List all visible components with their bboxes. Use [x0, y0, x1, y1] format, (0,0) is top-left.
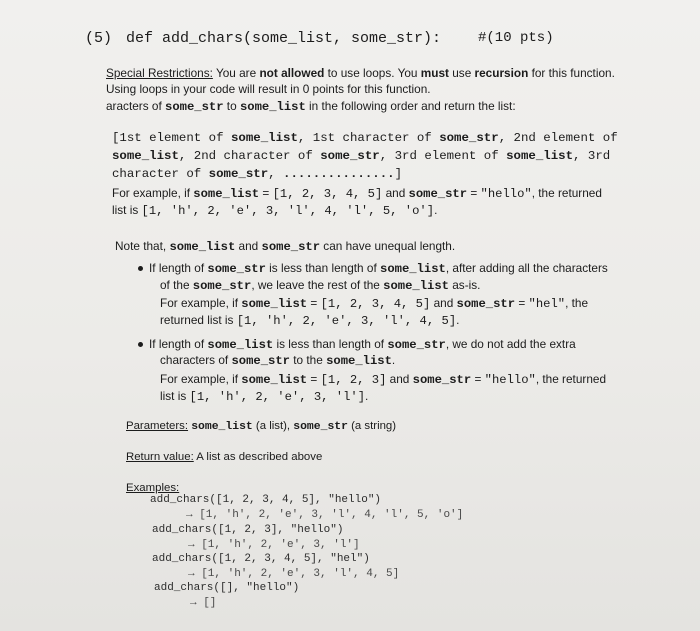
- code-term: some_list: [239, 100, 306, 114]
- code-value: "hel": [528, 297, 566, 311]
- example-call-2: add_chars([1, 2, 3], "hello"): [152, 524, 344, 536]
- emphasis: must: [420, 66, 449, 80]
- text: .: [391, 353, 396, 367]
- code-term: some_list: [169, 240, 236, 254]
- code-term: some_str: [412, 373, 472, 387]
- text: returned list is: [160, 313, 237, 327]
- text: You are: [212, 66, 260, 80]
- code-term: some_list: [230, 131, 298, 145]
- text: , the returned: [535, 372, 606, 386]
- code-term: some_list: [193, 187, 260, 201]
- code-value: [1, 'h', 2, 'e', 3, 'l']: [189, 390, 366, 404]
- restriction-line-3: [106, 99, 516, 114]
- code-term: some_list: [207, 338, 274, 352]
- text: to: [223, 99, 240, 113]
- bullet-dot-icon: [138, 342, 143, 347]
- code-term: some_str: [231, 354, 290, 368]
- text: For example, if: [160, 372, 242, 386]
- code-value: [1, 2, 3, 4, 5]: [320, 297, 431, 311]
- text: For example, if: [112, 186, 194, 200]
- bullet1-line-2: [160, 278, 480, 293]
- text: can have unequal length.: [320, 239, 456, 253]
- text: (a list),: [252, 420, 294, 432]
- pattern-line-2: [112, 149, 610, 163]
- text: =: [307, 372, 321, 386]
- pattern-line-3: [112, 167, 402, 181]
- code-value: "hello": [484, 373, 536, 387]
- text: .: [456, 313, 460, 327]
- text: , we do not add the extra: [445, 337, 576, 351]
- parameters-line: [126, 420, 396, 433]
- parameters-label: Parameters:: [126, 420, 189, 432]
- text: =: [471, 372, 485, 386]
- emphasis: recursion: [474, 66, 529, 80]
- ellipsis: ...............: [283, 167, 395, 181]
- example-call-1: add_chars([1, 2, 3, 4, 5], "hello"): [150, 494, 382, 506]
- code-term: some_list: [241, 297, 308, 311]
- text: list is: [160, 389, 190, 403]
- function-signature: def add_chars(some_list, some_str):: [126, 30, 442, 47]
- code-term: some_str: [387, 338, 446, 352]
- example-result-3: → [1, 'h', 2, 'e', 3, 'l', 4, 5]: [188, 568, 400, 580]
- example-call-3: add_chars([1, 2, 3, 4, 5], "hel"): [152, 553, 370, 565]
- text: , 1st character of: [297, 131, 440, 145]
- restriction-line-1: [106, 66, 615, 80]
- pattern-line-1: [112, 131, 618, 145]
- code-term: some_list: [241, 373, 308, 387]
- bullet1-line-3: [160, 296, 588, 311]
- restriction-label: Special Restrictions:: [106, 66, 213, 80]
- text: list is: [112, 203, 142, 217]
- example-result-1: → [1, 'h', 2, 'e', 3, 'l', 4, 'l', 5, 'o']: [186, 509, 464, 521]
- code-term: some_list: [326, 354, 392, 368]
- bullet2-line-3: [160, 372, 606, 387]
- text: to use loops. You: [324, 66, 421, 80]
- text: , the: [565, 296, 589, 310]
- text: Note that,: [115, 239, 170, 253]
- code-value: [1, 2, 3, 4, 5]: [272, 187, 383, 201]
- text: character of: [112, 167, 209, 181]
- code-term: some_str: [208, 167, 269, 181]
- examples-label: Examples:: [126, 482, 180, 494]
- code-term: some_str: [293, 421, 348, 433]
- emphasis: not allowed: [259, 66, 325, 80]
- problem-number: (5): [85, 30, 113, 47]
- text: and: [235, 239, 262, 253]
- text: A list as described above: [193, 451, 323, 463]
- example-result-4: → []: [190, 597, 217, 609]
- example-line-1: [112, 186, 602, 201]
- bullet1-line-4: [160, 313, 459, 328]
- text: (a string): [347, 420, 397, 432]
- code-term: some_str: [261, 240, 321, 254]
- bullet1-line-1: [149, 261, 608, 276]
- text: to the: [289, 353, 327, 367]
- text: and: [382, 186, 409, 200]
- text: aracters of: [106, 99, 166, 113]
- code-term: some_str: [320, 149, 380, 163]
- code-value: "hello": [480, 187, 532, 201]
- code-term: some_list: [191, 421, 253, 433]
- code-term: some_list: [112, 149, 179, 163]
- text: , 3rd element of: [379, 149, 507, 163]
- code-term: some_str: [207, 262, 266, 276]
- text: is less than length of: [265, 261, 380, 275]
- code-term: some_list: [383, 279, 449, 293]
- note-line: [115, 239, 455, 254]
- text: in the following order and return the list:: [305, 99, 516, 113]
- code-term: some_str: [165, 100, 224, 114]
- text: for this function.: [528, 66, 615, 80]
- text: , 2nd character of: [178, 149, 321, 163]
- text: [1st element of: [112, 131, 231, 145]
- text: characters of: [160, 353, 232, 367]
- text: , 3rd: [573, 149, 611, 163]
- text: For example, if: [160, 296, 242, 310]
- text: =: [515, 296, 529, 310]
- restriction-line-2: Using loops in your code will result in 0 points for this function.: [106, 82, 431, 96]
- text: , we leave the rest of the: [251, 278, 384, 292]
- text: =: [307, 296, 321, 310]
- example-call-4: add_chars([], "hello"): [154, 582, 300, 594]
- text: , 2nd element of: [498, 131, 618, 145]
- text: =: [259, 186, 273, 200]
- code-term: some_str: [456, 297, 516, 311]
- code-term: some_str: [439, 131, 499, 145]
- bullet2-line-1: [149, 337, 576, 352]
- return-value-label: Return value:: [126, 451, 194, 463]
- code-value: [1, 'h', 2, 'e', 3, 'l', 4, 'l', 5, 'o']: [141, 204, 435, 218]
- text: , the returned: [531, 186, 602, 200]
- text: use: [448, 66, 475, 80]
- code-value: [1, 2, 3]: [320, 373, 387, 387]
- text: .: [365, 389, 369, 403]
- return-value-line: [126, 451, 322, 463]
- text: and: [430, 296, 457, 310]
- code-term: some_list: [380, 262, 446, 276]
- text: If length of: [149, 337, 208, 351]
- text: and: [386, 372, 413, 386]
- code-term: some_list: [506, 149, 574, 163]
- text: ,: [268, 167, 284, 181]
- example-result-2: → [1, 'h', 2, 'e', 3, 'l']: [188, 539, 360, 551]
- code-term: some_str: [192, 279, 252, 293]
- text: , after adding all the characters: [445, 261, 608, 275]
- text: =: [467, 186, 481, 200]
- code-term: some_str: [408, 187, 468, 201]
- points-label: #(10 pts): [478, 30, 554, 46]
- text: as-is.: [448, 278, 481, 292]
- bullet2-line-4: [160, 389, 368, 404]
- text: .: [434, 203, 438, 217]
- example-line-2: [112, 203, 437, 218]
- text: ]: [394, 167, 403, 181]
- text: is less than length of: [273, 337, 388, 351]
- text: of the: [160, 278, 193, 292]
- bullet-dot-icon: [138, 266, 143, 271]
- bullet2-line-2: [160, 353, 395, 368]
- text: If length of: [149, 261, 208, 275]
- code-value: [1, 'h', 2, 'e', 3, 'l', 4, 5]: [236, 314, 457, 328]
